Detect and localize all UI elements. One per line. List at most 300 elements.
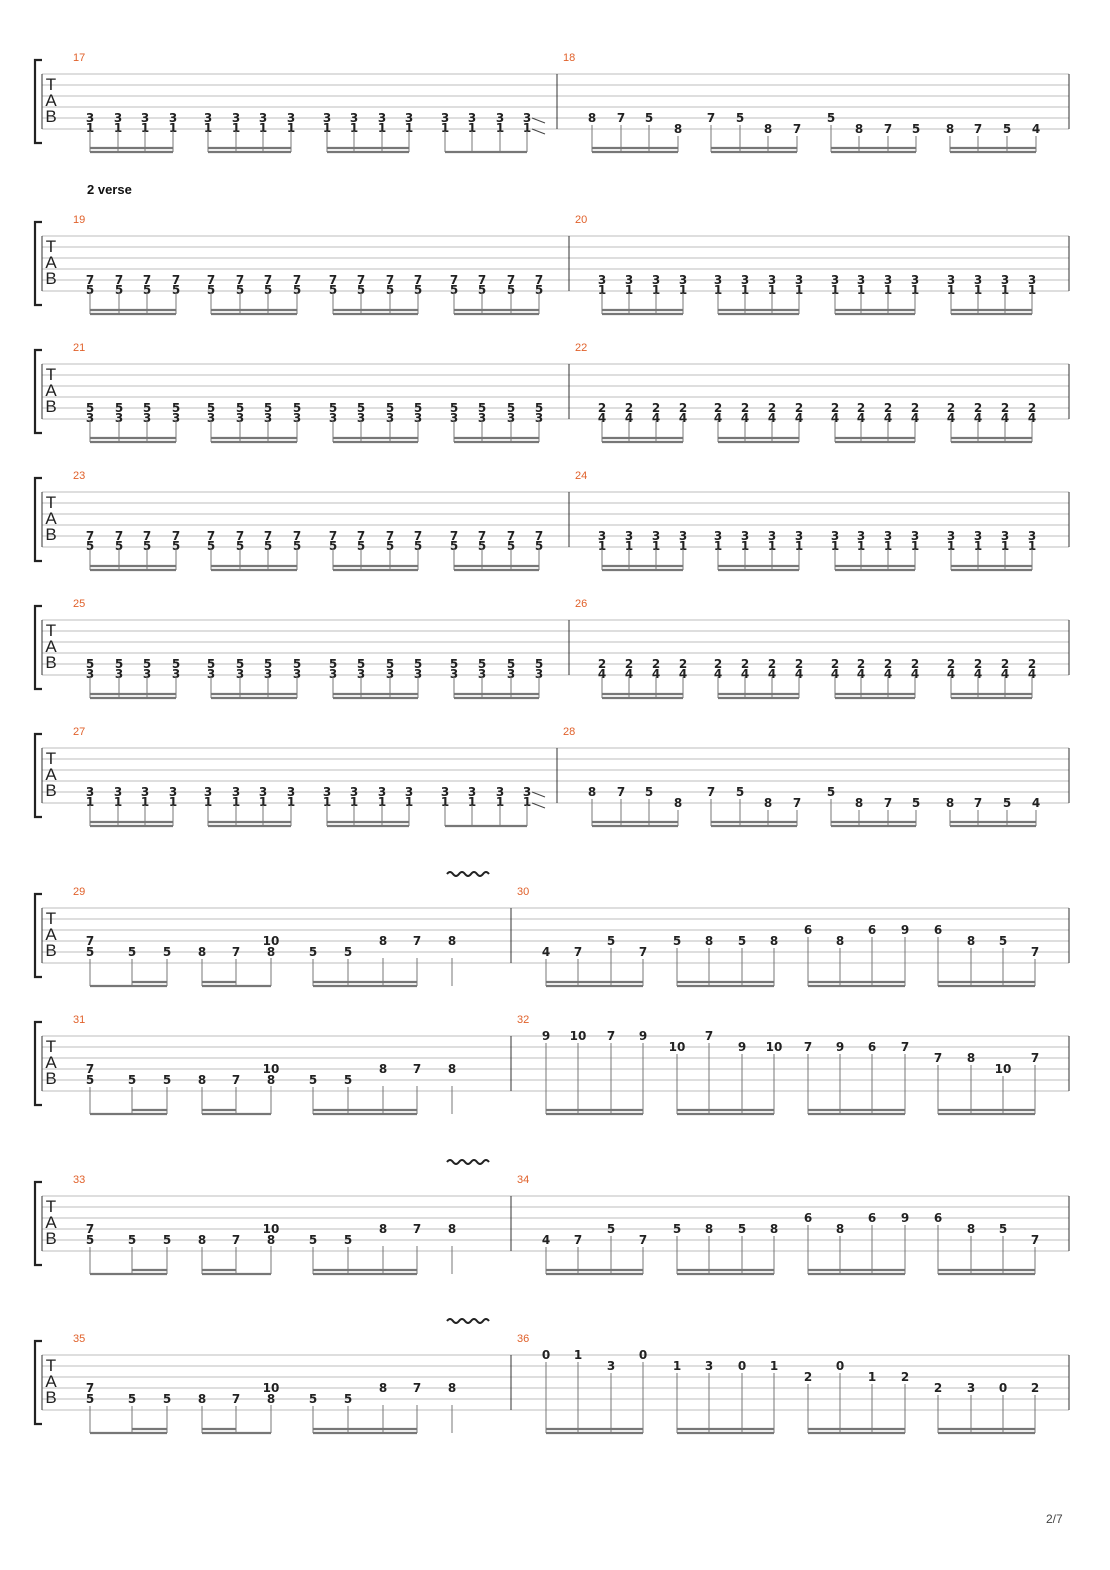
tab-system: [35, 470, 1069, 570]
fret-number: 3: [522, 111, 532, 125]
fret-number: 7: [883, 796, 893, 810]
fret-number: 3: [206, 667, 216, 681]
fret-number: 3: [385, 411, 395, 425]
measure-number: 24: [575, 470, 588, 482]
fret-number: 1: [624, 283, 634, 297]
fret-number: 3: [171, 667, 181, 681]
fret-number: 2: [740, 657, 750, 671]
fret-number: 3: [534, 667, 544, 681]
fret-number: 7: [573, 945, 583, 959]
fret-number: 7: [477, 273, 487, 287]
fret-number: 5: [127, 1233, 137, 1247]
fret-number: 5: [308, 1073, 318, 1087]
fret-number: 1: [440, 121, 450, 135]
system-bracket: [35, 222, 42, 305]
fret-number: 5: [506, 401, 516, 415]
fret-number: 5: [606, 934, 616, 948]
fret-number: 3: [946, 273, 956, 287]
fret-number: 5: [826, 785, 836, 799]
fret-number: 3: [140, 111, 150, 125]
fret-number: 7: [235, 273, 245, 287]
fret-number: 2: [1027, 401, 1037, 415]
fret-number: 5: [171, 401, 181, 415]
fret-number: 3: [713, 529, 723, 543]
fret-number: 4: [883, 411, 893, 425]
fret-number: 8: [587, 785, 597, 799]
system-bracket: [35, 350, 42, 433]
fret-number: 8: [835, 1222, 845, 1236]
fret-number: 5: [477, 657, 487, 671]
fret-number: 1: [1027, 283, 1037, 297]
measure-number: 17: [73, 52, 86, 64]
fret-number: 5: [534, 401, 544, 415]
fret-number: 5: [206, 283, 216, 297]
fret-number: 1: [597, 283, 607, 297]
fret-number: 4: [856, 411, 866, 425]
fret-number: 5: [385, 401, 395, 415]
fret-number: 7: [1030, 1051, 1040, 1065]
fret-number: 7: [292, 273, 302, 287]
fret-number: 7: [356, 273, 366, 287]
fret-number: 1: [867, 1370, 877, 1384]
fret-number: 5: [162, 1392, 172, 1406]
fret-number: 1: [404, 121, 414, 135]
fret-number: 5: [292, 283, 302, 297]
fret-number: 0: [835, 1359, 845, 1373]
fret-number: 3: [349, 785, 359, 799]
fret-number: 2: [740, 401, 750, 415]
fret-number: 5: [737, 1222, 747, 1236]
fret-number: 1: [713, 283, 723, 297]
fret-number: 5: [1002, 122, 1012, 136]
fret-number: 8: [266, 1392, 276, 1406]
fret-number: 9: [737, 1040, 747, 1054]
fret-number: 5: [735, 111, 745, 125]
fret-number: 5: [506, 657, 516, 671]
measure-number: 30: [517, 886, 530, 898]
fret-number: 7: [85, 1381, 95, 1395]
fret-number: 5: [477, 539, 487, 553]
fret-number: 1: [140, 121, 150, 135]
fret-number: 5: [534, 539, 544, 553]
fret-number: 5: [385, 283, 395, 297]
fret-number: 1: [231, 795, 241, 809]
fret-number: 6: [803, 923, 813, 937]
fret-number: 8: [673, 796, 683, 810]
fret-number: 1: [597, 539, 607, 553]
fret-number: 1: [404, 795, 414, 809]
fret-number: 3: [534, 411, 544, 425]
fret-number: 7: [206, 273, 216, 287]
fret-number: 7: [616, 785, 626, 799]
fret-number: 4: [541, 1233, 551, 1247]
fret-number: 5: [506, 283, 516, 297]
tab-clef-letter: T: [45, 1197, 57, 1216]
fret-number: 1: [322, 121, 332, 135]
fret-number: 5: [162, 945, 172, 959]
fret-number: 2: [856, 401, 866, 415]
fret-number: 3: [1027, 529, 1037, 543]
fret-number: 3: [966, 1381, 976, 1395]
fret-number: 5: [672, 1222, 682, 1236]
fret-number: 7: [638, 1233, 648, 1247]
fret-number: 7: [85, 1222, 95, 1236]
system-bracket: [35, 1022, 42, 1105]
fret-number: 1: [522, 795, 532, 809]
fret-number: 3: [231, 111, 241, 125]
fret-number: 2: [624, 657, 634, 671]
fret-number: 7: [263, 273, 273, 287]
fret-number: 4: [541, 945, 551, 959]
fret-number: 3: [597, 273, 607, 287]
fret-number: 4: [651, 411, 661, 425]
fret-number: 5: [263, 283, 273, 297]
fret-number: 3: [910, 529, 920, 543]
fret-number: 3: [883, 529, 893, 543]
fret-number: 7: [534, 273, 544, 287]
fret-number: 8: [966, 1222, 976, 1236]
fret-number: 3: [85, 785, 95, 799]
fret-number: 5: [85, 1392, 95, 1406]
fret-number: 4: [973, 667, 983, 681]
fret-number: 1: [1000, 283, 1010, 297]
fret-number: 3: [203, 785, 213, 799]
fret-number: 1: [973, 283, 983, 297]
fret-number: 3: [142, 411, 152, 425]
fret-number: 1: [769, 1359, 779, 1373]
fret-number: 4: [1000, 411, 1010, 425]
fret-number: 1: [377, 795, 387, 809]
fret-number: 8: [378, 934, 388, 948]
fret-number: 8: [197, 1073, 207, 1087]
fret-number: 4: [946, 667, 956, 681]
fret-number: 5: [142, 283, 152, 297]
fret-number: 5: [328, 401, 338, 415]
fret-number: 10: [569, 1029, 587, 1043]
fret-number: 2: [946, 401, 956, 415]
fret-number: 5: [114, 401, 124, 415]
fret-number: 4: [946, 411, 956, 425]
tab-clef-letter: T: [45, 493, 57, 512]
fret-number: 1: [286, 795, 296, 809]
fret-number: 2: [678, 401, 688, 415]
fret-number: 3: [286, 111, 296, 125]
tab-clef-letter: T: [45, 365, 57, 384]
fret-number: 5: [292, 539, 302, 553]
fret-number: 5: [413, 401, 423, 415]
fret-number: 1: [830, 283, 840, 297]
measure-number: 36: [517, 1333, 530, 1345]
fret-number: 3: [495, 785, 505, 799]
fret-number: 2: [767, 657, 777, 671]
fret-number: 7: [385, 273, 395, 287]
fret-number: 1: [946, 283, 956, 297]
fret-number: 3: [413, 411, 423, 425]
fret-number: 5: [826, 111, 836, 125]
fret-number: 7: [506, 273, 516, 287]
tab-system: [35, 726, 1069, 826]
fret-number: 1: [856, 539, 866, 553]
fret-number: 3: [477, 667, 487, 681]
fret-number: 8: [704, 934, 714, 948]
fret-number: 3: [286, 785, 296, 799]
fret-number: 5: [127, 945, 137, 959]
fret-number: 5: [477, 401, 487, 415]
fret-number: 3: [678, 529, 688, 543]
tab-system: [35, 1014, 1069, 1114]
tab-clef-letter: B: [45, 941, 57, 960]
fret-number: 3: [506, 667, 516, 681]
fret-number: 10: [765, 1040, 783, 1054]
fret-number: 1: [856, 283, 866, 297]
tab-clef-letter: T: [45, 75, 57, 94]
fret-number: 3: [973, 273, 983, 287]
tab-clef-letter: B: [45, 781, 57, 800]
fret-number: 4: [856, 667, 866, 681]
fret-number: 4: [1000, 667, 1010, 681]
tab-clef-letter: A: [45, 925, 57, 944]
fret-number: 5: [998, 934, 1008, 948]
fret-number: 0: [998, 1381, 1008, 1395]
fret-number: 7: [206, 529, 216, 543]
slide-mark: [532, 129, 545, 134]
fret-number: 2: [713, 401, 723, 415]
fret-number: 1: [910, 539, 920, 553]
fret-number: 6: [933, 1211, 943, 1225]
fret-number: 4: [624, 411, 634, 425]
fret-number: 3: [114, 411, 124, 425]
tab-clef-letter: T: [45, 1037, 57, 1056]
fret-number: 7: [85, 1062, 95, 1076]
fret-number: 7: [704, 1029, 714, 1043]
fret-number: 2: [1027, 657, 1037, 671]
fret-number: 5: [142, 539, 152, 553]
tab-clef-letter: A: [45, 381, 57, 400]
fret-number: 2: [767, 401, 777, 415]
fret-number: 7: [638, 945, 648, 959]
fret-number: 7: [328, 529, 338, 543]
measure-number: 20: [575, 214, 588, 226]
fret-number: 3: [678, 273, 688, 287]
fret-number: 3: [506, 411, 516, 425]
fret-number: 1: [203, 121, 213, 135]
fret-number: 5: [343, 1233, 353, 1247]
fret-number: 7: [606, 1029, 616, 1043]
fret-number: 2: [933, 1381, 943, 1395]
fret-number: 3: [85, 111, 95, 125]
tab-clef-letter: B: [45, 107, 57, 126]
fret-number: 3: [740, 273, 750, 287]
fret-number: 3: [322, 111, 332, 125]
fret-number: 4: [740, 411, 750, 425]
fret-number: 3: [1000, 273, 1010, 287]
fret-number: 5: [235, 657, 245, 671]
fret-number: 8: [197, 1392, 207, 1406]
tab-clef-letter: T: [45, 237, 57, 256]
fret-number: 3: [356, 411, 366, 425]
measure-number: 27: [73, 726, 86, 738]
fret-number: 3: [404, 111, 414, 125]
fret-number: 2: [973, 657, 983, 671]
fret-number: 6: [933, 923, 943, 937]
fret-number: 5: [385, 539, 395, 553]
fret-number: 1: [910, 283, 920, 297]
fret-number: 3: [168, 785, 178, 799]
fret-number: 7: [706, 111, 716, 125]
fret-number: 3: [235, 411, 245, 425]
fret-number: 10: [262, 934, 280, 948]
fret-number: 8: [197, 945, 207, 959]
fret-number: 5: [263, 539, 273, 553]
fret-number: 7: [328, 273, 338, 287]
fret-number: 5: [356, 539, 366, 553]
fret-number: 7: [706, 785, 716, 799]
fret-number: 3: [85, 411, 95, 425]
fret-number: 5: [343, 1073, 353, 1087]
fret-number: 4: [910, 667, 920, 681]
fret-number: 8: [835, 934, 845, 948]
fret-number: 6: [803, 1211, 813, 1225]
fret-number: 5: [308, 945, 318, 959]
fret-number: 1: [973, 539, 983, 553]
fret-number: 1: [85, 121, 95, 135]
fret-number: 5: [127, 1392, 137, 1406]
fret-number: 8: [769, 934, 779, 948]
fret-number: 2: [883, 401, 893, 415]
measure-number: 26: [575, 598, 588, 610]
fret-number: 8: [587, 111, 597, 125]
fret-number: 10: [262, 1062, 280, 1076]
fret-number: 5: [911, 122, 921, 136]
fret-number: 8: [447, 1062, 457, 1076]
fret-number: 2: [651, 401, 661, 415]
fret-number: 4: [910, 411, 920, 425]
fret-number: 1: [573, 1348, 583, 1362]
fret-number: 3: [440, 785, 450, 799]
fret-number: 5: [735, 785, 745, 799]
fret-number: 7: [412, 934, 422, 948]
fret-number: 7: [263, 529, 273, 543]
fret-number: 8: [966, 1051, 976, 1065]
fret-number: 5: [114, 657, 124, 671]
tab-clef-letter: B: [45, 525, 57, 544]
fret-number: 2: [1000, 401, 1010, 415]
fret-number: 7: [477, 529, 487, 543]
fret-number: 8: [854, 122, 864, 136]
fret-number: 7: [412, 1381, 422, 1395]
fret-number: 4: [678, 667, 688, 681]
tab-clef-letter: B: [45, 1388, 57, 1407]
fret-number: 1: [678, 539, 688, 553]
tab-clef-letter: A: [45, 1372, 57, 1391]
fret-number: 7: [792, 796, 802, 810]
fret-number: 5: [85, 539, 95, 553]
fret-number: 3: [168, 111, 178, 125]
fret-number: 7: [142, 273, 152, 287]
fret-number: 3: [385, 667, 395, 681]
fret-number: 5: [998, 1222, 1008, 1236]
fret-number: 3: [413, 667, 423, 681]
fret-number: 8: [266, 1233, 276, 1247]
fret-number: 3: [651, 529, 661, 543]
fret-number: 5: [534, 283, 544, 297]
fret-number: 7: [85, 934, 95, 948]
fret-number: 5: [449, 283, 459, 297]
fret-number: 5: [114, 283, 124, 297]
fret-number: 7: [933, 1051, 943, 1065]
fret-number: 1: [713, 539, 723, 553]
measure-number: 19: [73, 214, 86, 226]
fret-number: 2: [678, 657, 688, 671]
fret-number: 5: [292, 657, 302, 671]
fret-number: 10: [994, 1062, 1012, 1076]
fret-number: 1: [113, 121, 123, 135]
measure-number: 28: [563, 726, 576, 738]
tab-system: [35, 52, 1069, 152]
tab-clef-letter: A: [45, 765, 57, 784]
fret-number: 7: [142, 529, 152, 543]
fret-number: 1: [495, 795, 505, 809]
fret-number: 4: [830, 411, 840, 425]
fret-number: 3: [322, 785, 332, 799]
fret-number: 4: [830, 667, 840, 681]
fret-number: 5: [235, 539, 245, 553]
fret-number: 0: [638, 1348, 648, 1362]
fret-number: 5: [171, 539, 181, 553]
fret-number: 1: [322, 795, 332, 809]
measure-number: 35: [73, 1333, 86, 1345]
fret-number: 5: [85, 401, 95, 415]
fret-number: 4: [794, 667, 804, 681]
fret-number: 3: [258, 785, 268, 799]
fret-number: 7: [792, 122, 802, 136]
fret-number: 8: [945, 122, 955, 136]
fret-number: 3: [356, 667, 366, 681]
system-bracket: [35, 478, 42, 561]
fret-number: 2: [883, 657, 893, 671]
tab-clef-letter: B: [45, 397, 57, 416]
fret-number: 8: [378, 1222, 388, 1236]
measure-number: 32: [517, 1014, 530, 1026]
fret-number: 3: [292, 667, 302, 681]
fret-number: 1: [767, 539, 777, 553]
fret-number: 7: [85, 529, 95, 543]
fret-number: 5: [737, 934, 747, 948]
fret-number: 8: [378, 1381, 388, 1395]
fret-number: 5: [127, 1073, 137, 1087]
fret-number: 3: [263, 411, 273, 425]
fret-number: 7: [231, 945, 241, 959]
fret-number: 7: [171, 273, 181, 287]
fret-number: 2: [651, 657, 661, 671]
fret-number: 4: [624, 667, 634, 681]
fret-number: 3: [206, 411, 216, 425]
fret-number: 5: [477, 283, 487, 297]
fret-number: 1: [624, 539, 634, 553]
fret-number: 5: [206, 539, 216, 553]
fret-number: 5: [449, 657, 459, 671]
measure-number: 23: [73, 470, 86, 482]
fret-number: 7: [883, 122, 893, 136]
tab-system: [35, 1319, 1069, 1433]
fret-number: 1: [349, 795, 359, 809]
fret-number: 8: [966, 934, 976, 948]
fret-number: 1: [140, 795, 150, 809]
fret-number: 3: [704, 1359, 714, 1373]
slide-mark: [532, 118, 545, 123]
fret-number: 2: [597, 657, 607, 671]
fret-number: 5: [356, 283, 366, 297]
